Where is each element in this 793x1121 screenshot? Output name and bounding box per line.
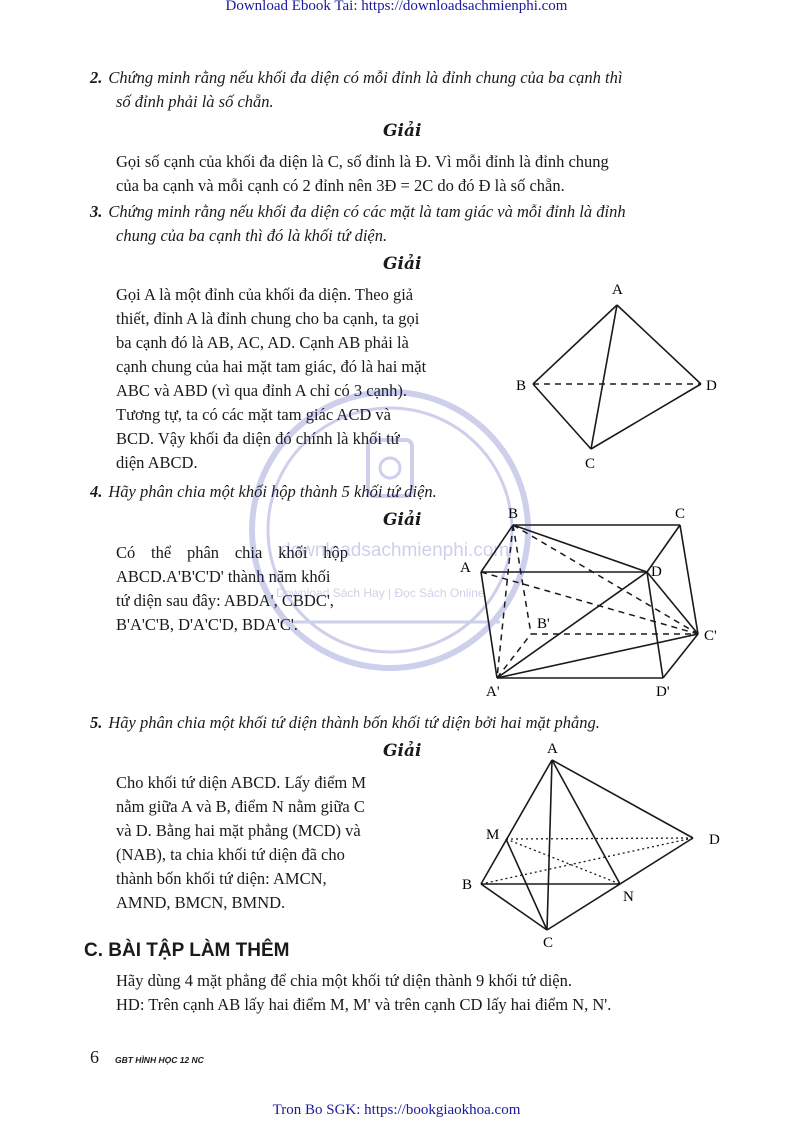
problem-2-solution <box>116 150 718 198</box>
vertex-label-d1: D' <box>656 684 670 700</box>
solution-line: (NAB), ta chia khối tứ diện đã cho <box>116 845 345 864</box>
edge-bc <box>533 384 591 449</box>
vertex-label-c: C <box>675 506 686 522</box>
solution-line: diện ABCD. <box>116 453 198 472</box>
edge-cc1 <box>680 525 698 634</box>
vertex-label-d: D <box>709 832 720 848</box>
solution-line: ba cạnh đó là AB, AC, AD. Cạnh AB phải là <box>116 333 409 352</box>
solution-heading: Giải <box>383 741 422 761</box>
solution-line: thiết, đỉnh A là đỉnh chung cho ba cạnh, ta gọi <box>116 309 420 328</box>
problem-number: 4. <box>90 482 103 501</box>
section-c-content <box>116 969 736 1017</box>
statement-line: Chứng minh rằng nếu khối đa diện có các mặt là tam giác và mỗi đỉnh là đỉnh <box>108 202 626 221</box>
statement-line: Chứng minh rằng nếu khối đa diện có mỗi đỉnh là đỉnh chung của ba cạnh thì <box>108 68 623 87</box>
solution-line: AMND, BMCN, BMND. <box>116 893 286 912</box>
solution-line: cạnh chung của hai mặt tam giác, đó là hai mặt <box>116 357 427 376</box>
problem-5-solution <box>116 771 414 915</box>
page-number: 6 <box>90 1047 99 1067</box>
statement-line: Hãy phân chia một khối hộp thành 5 khối tứ diện. <box>108 482 437 501</box>
edge-ab <box>481 760 552 884</box>
vertex-label-c: C <box>585 456 596 472</box>
problem-number: 5. <box>90 713 103 732</box>
solution-line: ABCD.A'B'C'D' thành năm khối <box>116 567 331 586</box>
vertex-label-a1: A' <box>486 684 500 700</box>
segment-md-hidden <box>506 838 693 839</box>
problem-number: 2. <box>90 68 103 87</box>
tetrahedron-figure-2 <box>455 738 730 950</box>
solution-line: Tương tự, ta có các mặt tam giác ACD và <box>116 405 391 424</box>
problem-3-statement <box>90 200 730 248</box>
vertex-label-a: A <box>612 282 623 298</box>
section-c-title: C. BÀI TẬP LÀM THÊM <box>84 940 290 961</box>
vertex-label-b1: B' <box>537 616 550 632</box>
vertex-label-d: D <box>706 378 717 394</box>
vertex-label-b: B <box>462 877 473 893</box>
statement-line: Hãy phân chia một khối tứ diện thành bốn khối tứ diện bởi hai mặt phẳng. <box>108 713 600 732</box>
point-label-n: N <box>623 889 634 905</box>
vertex-label-d: D <box>651 564 662 580</box>
statement-line: số đỉnh phải là số chẵn. <box>116 92 274 111</box>
solution-line: B'A'C'B, D'A'C'D, BDA'C'. <box>116 615 298 634</box>
watermark-tagline: Download Sách Hay | Đọc Sách Online <box>276 586 485 600</box>
vertex-label-c1: C' <box>704 628 717 644</box>
footer-link[interactable]: Tron Bo SGK: https://bookgiaokhoa.com <box>272 1102 521 1118</box>
solution-line: tứ diện sau đây: ABDA', CBDC', <box>116 591 334 610</box>
solution-line: thành bốn khối tứ diện: AMCN, <box>116 869 327 888</box>
solution-heading: Giải <box>383 510 422 530</box>
solution-heading: Giải <box>383 254 422 274</box>
edge-bd-hidden <box>481 838 693 884</box>
vertex-label-c: C <box>543 935 554 950</box>
vertex-label-a: A <box>460 560 471 576</box>
solution-heading: Giải <box>383 121 422 141</box>
solution-line: nằm giữa A và B, điểm N nằm giữa C <box>116 797 365 816</box>
solution-line: Gọi A là một đỉnh của khối đa diện. Theo giả <box>116 285 414 304</box>
header-download-link[interactable]: Download Ebook Tai: https://downloadsachmienphi.com <box>225 0 568 14</box>
statement-line: chung của ba cạnh thì đó là khối tứ diện. <box>116 226 388 245</box>
solution-line: Gọi số cạnh của khối đa diện là C, số đỉnh là Đ. Vì mỗi đỉnh là đỉnh chung <box>116 152 609 171</box>
point-label-m: M <box>486 827 500 843</box>
watermark <box>240 380 540 680</box>
problem-2-statement <box>90 66 730 114</box>
solution-line: của ba cạnh và mỗi cạnh có 2 đỉnh nên 3Đ = 2C do đó Đ là số chẵn. <box>116 176 565 195</box>
vertex-label-b: B <box>516 378 527 394</box>
exercise-line: Hãy dùng 4 mặt phẳng để chia một khối tứ diện thành 9 khối tứ diện. <box>116 971 572 990</box>
problem-5-statement <box>90 711 730 735</box>
edge-cd <box>591 384 701 449</box>
book-title: GBT HÌNH HỌC 12 NC <box>115 1055 204 1065</box>
edge-ad <box>617 305 701 384</box>
exercise-line: HD: Trên cạnh AB lấy hai điểm M, M' và trên cạnh CD lấy hai điểm N, N'. <box>116 995 612 1014</box>
watermark-logo-icon <box>240 380 540 680</box>
vertex-label-a: A <box>547 741 558 757</box>
watermark-site: downloadsachmienphi.com <box>280 540 510 561</box>
problem-number: 3. <box>90 202 103 221</box>
edge-ac <box>547 760 552 930</box>
solution-line: và D. Bằng hai mặt phẳng (MCD) và <box>116 821 361 840</box>
solution-line: Có thể phân chia khối hộp <box>116 543 348 562</box>
solution-line: ABC và ABD (vì qua đỉnh A chỉ có 3 cạnh). <box>116 381 408 400</box>
solution-line: BCD. Vậy khối đa diện đó chính là khối tứ <box>116 429 400 448</box>
vertex-label-b: B <box>508 506 519 522</box>
solution-line: Cho khối tứ diện ABCD. Lấy điểm M <box>116 773 367 792</box>
